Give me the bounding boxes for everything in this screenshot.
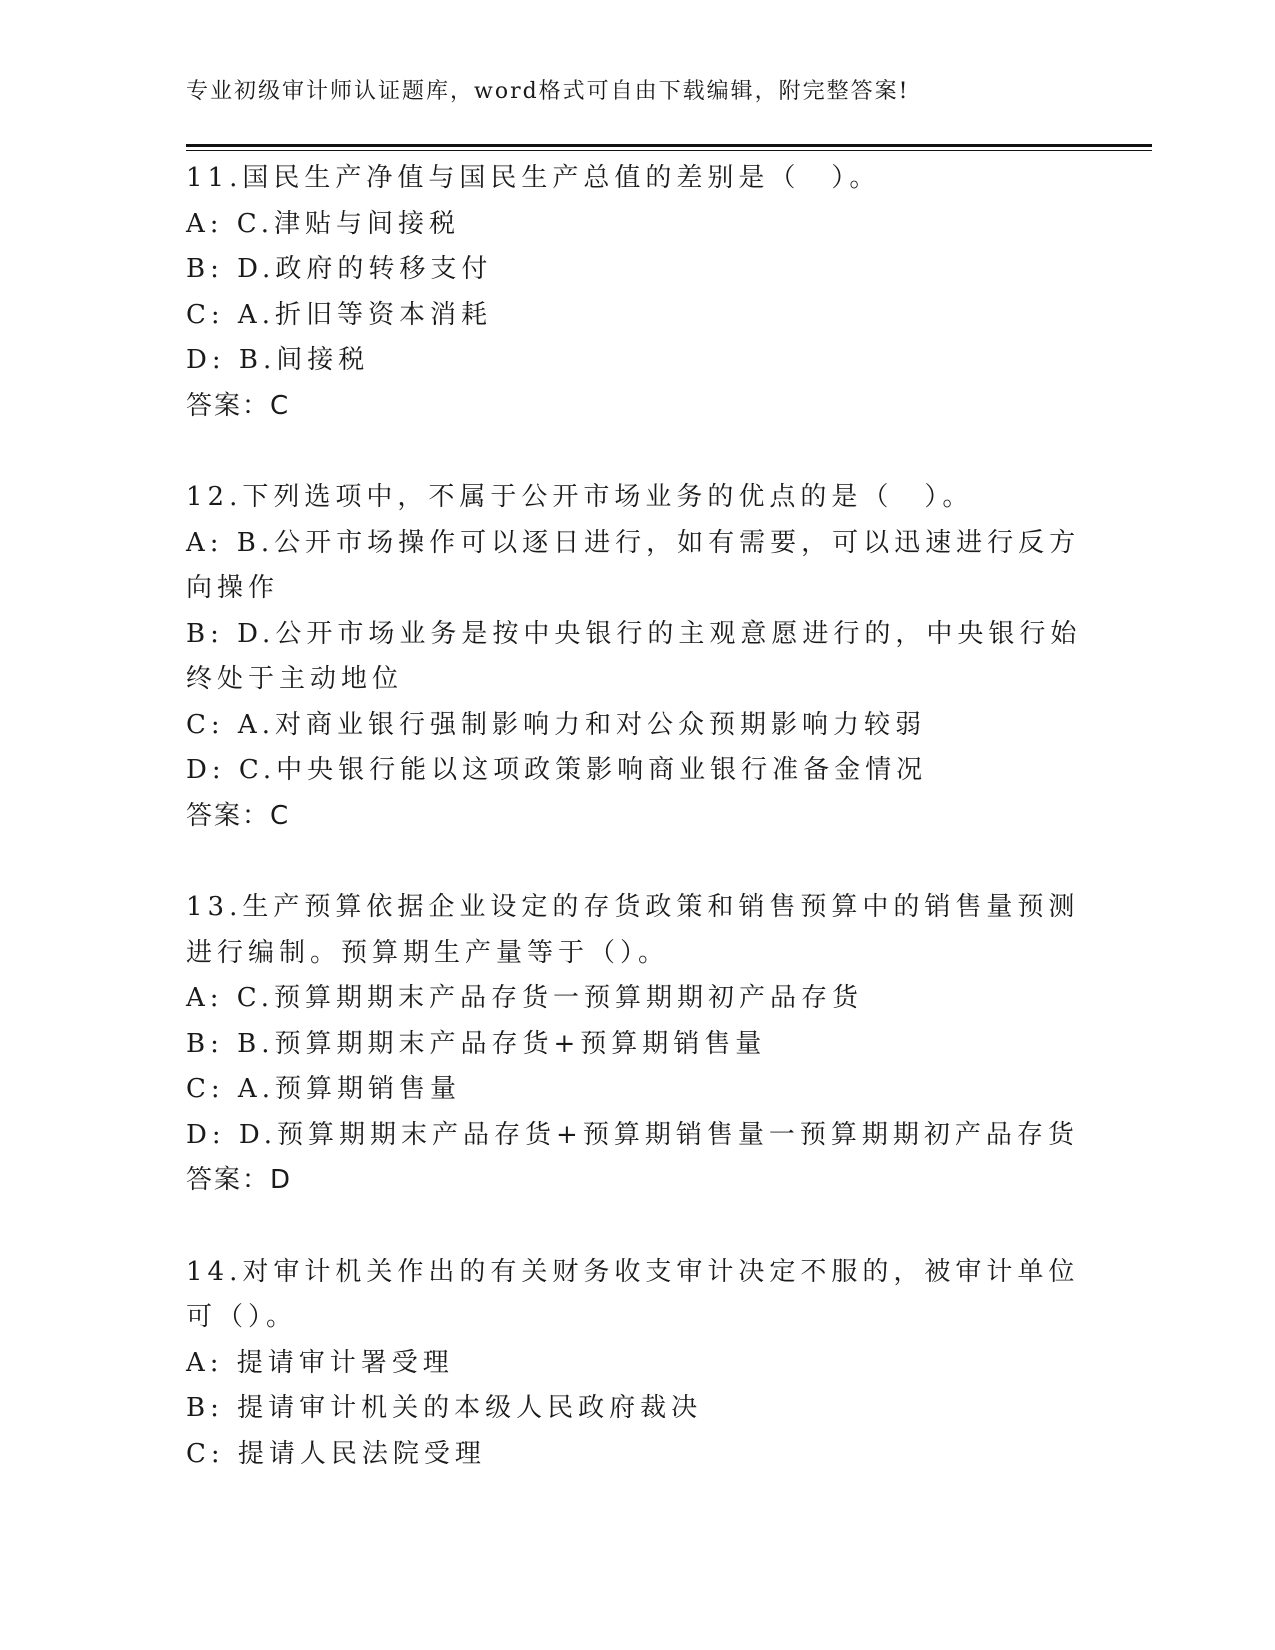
answer: 答案：D [186, 1165, 293, 1195]
option-c: C: 提请人民法院受理 [186, 1438, 486, 1469]
answer: 答案：C [186, 800, 291, 831]
option-d: D: B.间接税 [186, 345, 370, 375]
option-b: B: D.政府的转移支付 [186, 254, 493, 284]
option-c: C: A.折旧等资本消耗 [186, 299, 492, 330]
header-rule-thin [186, 150, 1152, 151]
question-stem: 12.下列选项中，不属于公开市场业务的优点的是（ ）。 [186, 482, 974, 512]
option-b: B: 提请审计机关的本级人民政府裁决 [186, 1393, 703, 1423]
question-list [186, 156, 1086, 1523]
question-11 [186, 156, 1086, 429]
option-b: B: D.公开市场业务是按中央银行的主观意愿进行的，中央银行始终处于主动地位 [186, 618, 1082, 694]
option-c: C: A.预算期销售量 [186, 1074, 461, 1104]
option-a: A: B.公开市场操作可以逐日进行，如有需要，可以迅速进行反方向操作 [186, 527, 1081, 603]
question-stem: 13.生产预算依据企业设定的存货政策和销售预算中的销售量预测进行编制。预算期生产量等于（）。 [186, 892, 1080, 968]
question-14 [186, 1250, 1086, 1478]
option-a: A: 提请审计署受理 [186, 1347, 454, 1378]
option-d: D: D.预算期期末产品存货+预算期销售量一预算期期初产品存货 [186, 1119, 1079, 1150]
header-rule-thick [186, 144, 1152, 147]
option-a: A: C.预算期期末产品存货一预算期期初产品存货 [186, 983, 864, 1013]
question-stem: 11.国民生产净值与国民生产总值的差别是（ ）。 [186, 163, 881, 193]
question-12 [186, 475, 1086, 839]
page-header: 专业初级审计师认证题库，word格式可自由下载编辑，附完整答案! [186, 79, 910, 104]
option-c: C: A.对商业银行强制影响力和对公众预期影响力较弱 [186, 709, 926, 740]
option-a: A: C.津贴与间接税 [186, 208, 461, 239]
question-13 [186, 885, 1086, 1204]
option-d: D: C.中央银行能以这项政策影响商业银行准备金情况 [186, 755, 928, 785]
answer: 答案：C [186, 390, 291, 421]
question-stem: 14.对审计机关作出的有关财务收支审计决定不服的，被审计单位可（）。 [186, 1256, 1080, 1332]
option-b: B: B.预算期期末产品存货+预算期销售量 [186, 1028, 767, 1059]
